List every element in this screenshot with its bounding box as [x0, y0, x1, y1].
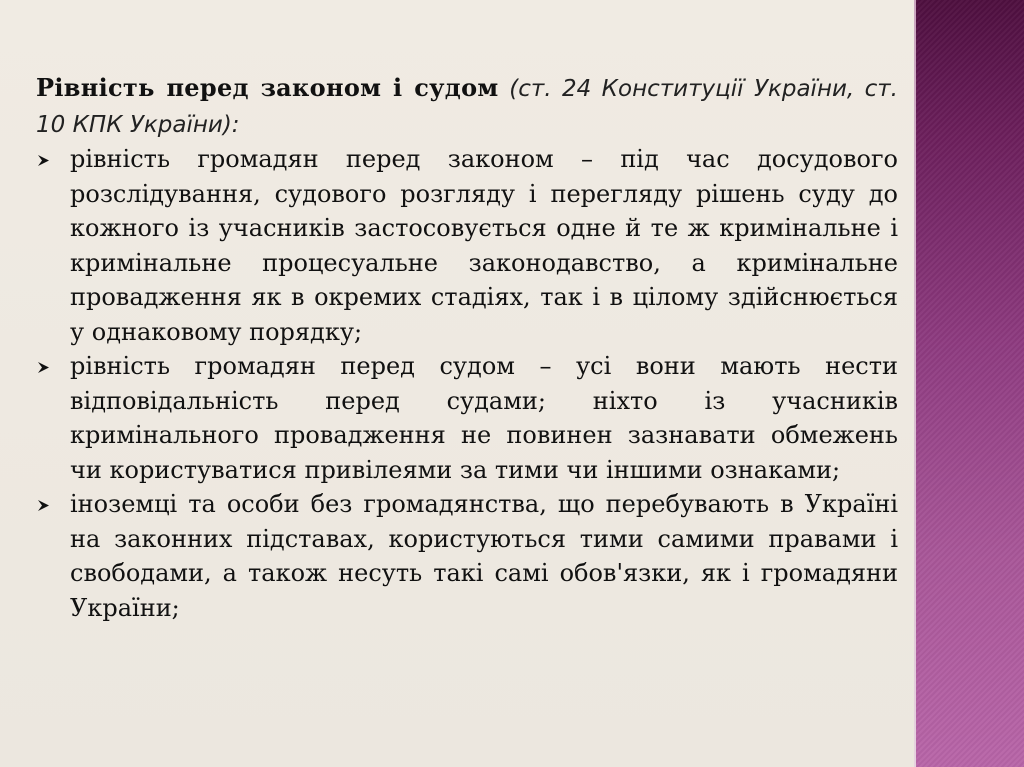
heading-colon: :: [231, 111, 240, 138]
list-item: [36, 487, 898, 625]
decorative-side-bar: [916, 0, 1024, 767]
arrowhead-icon: [37, 142, 61, 176]
arrowhead-icon: [37, 349, 61, 383]
arrowhead-icon: [37, 487, 61, 521]
list-item-text: рівність громадян перед судом – усі вони мають нести відповідальність перед судами; ніхто із учасників кримінального провадження не повинен зазнавати обмежень чи користуватися привілеями за тими чи іншими ознаками;: [70, 352, 898, 484]
list-item: [36, 349, 898, 487]
slide-content: [36, 71, 898, 625]
list-item-text: рівність громадян перед законом – під час досудового розслідування, судового розгляду і перегляду рішень суду до кожного із учасників застосовується одне й те ж кримінальне і кримінальне процесуальне законодавство, а кримінальне провадження як в окремих стадіях, так і в цілому здійснюється у однаковому порядку;: [70, 145, 898, 346]
list-item: [36, 142, 898, 349]
arrowhead-icon-svg: [37, 499, 51, 512]
heading-bold-text: Рівність перед законом і судом: [36, 73, 499, 102]
arrowhead-icon-svg: [37, 361, 51, 374]
slide-heading: [36, 71, 898, 142]
list-item-text: іноземці та особи без громадянства, що перебувають в Україні на законних підставах, користуються тими самими правами і свободами, а також несуть такі самі обов'язки, як і громадяни України;: [70, 490, 898, 622]
bullet-list: [36, 142, 898, 625]
heading-reference-text: (ст. 24 Конституції України, ст. 10 КПК України): [36, 76, 898, 138]
arrowhead-icon-svg: [37, 154, 51, 167]
